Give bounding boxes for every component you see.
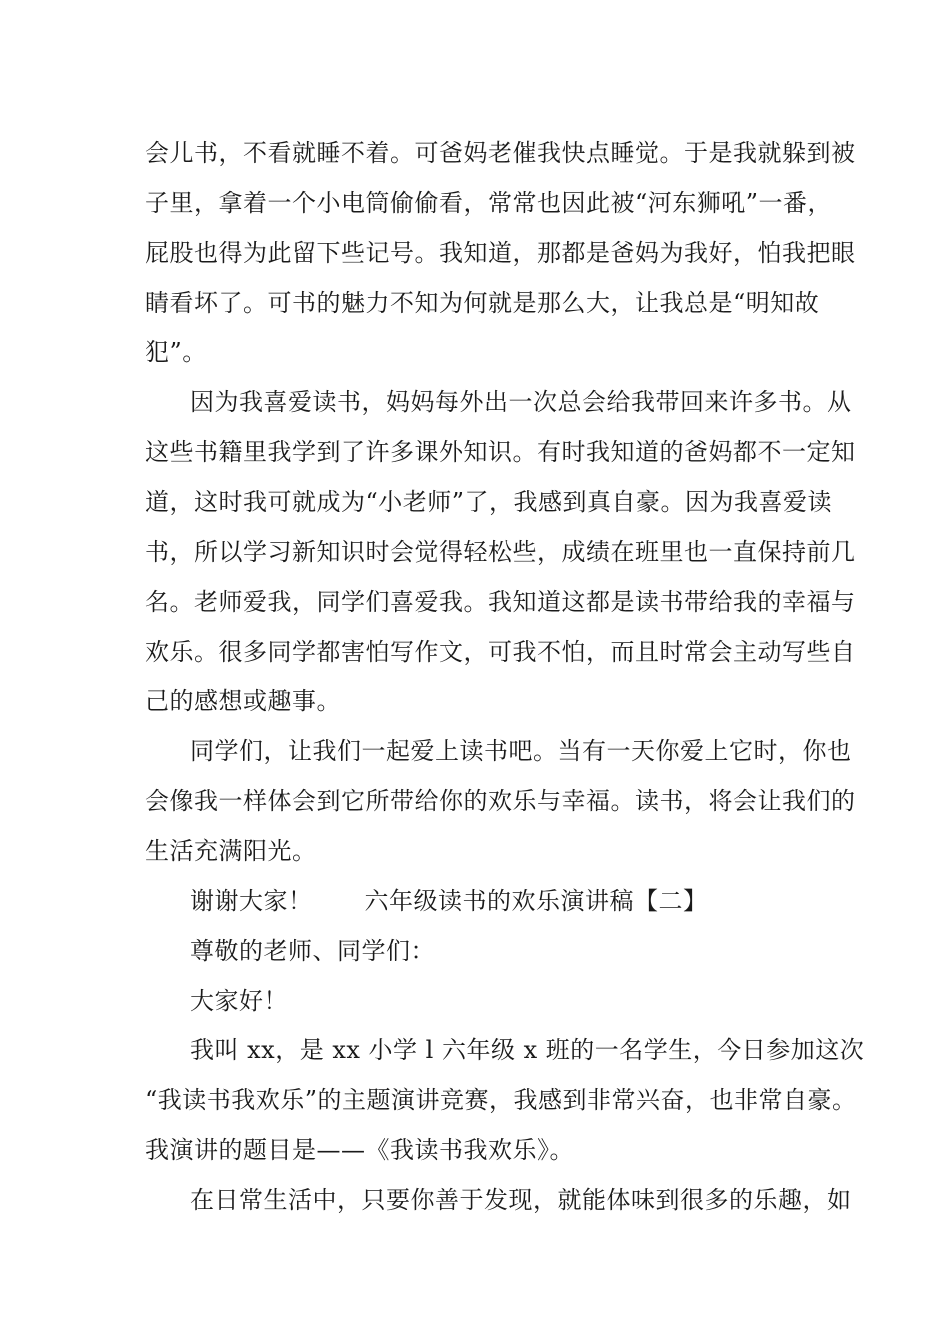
text-line: 这些书籍里我学到了许多课外知识。有时我知道的爸妈都不一定知 [145,438,856,466]
text-line: 欢乐。很多同学都害怕写作文，可我不怕，而且时常会主动写些自 [145,638,856,666]
text-line: 名。老师爱我，同学们喜爱我。我知道这都是读书带给我的幸福与 [145,588,856,616]
paragraph-first-line: 因为我喜爱读书，妈妈每外出一次总会给我带回来许多书。从 [190,388,852,416]
text-line: “我读书我欢乐”的主题演讲竞赛，我感到非常兴奋，也非常自豪。 [145,1086,857,1114]
text-line: 屁股也得为此留下些记号。我知道，那都是爸妈为我好，怕我把眼 [145,239,856,267]
text-line: 书，所以学习新知识时会觉得轻松些，成绩在班里也一直保持前几 [145,538,856,566]
text-line: 睛看坏了。可书的魅力不知为何就是那么大，让我总是“明知故 [145,289,820,317]
paragraph-first-line: 在日常生活中，只要你善于发现，就能体味到很多的乐趣，如 [190,1186,852,1214]
text-line: 我演讲的题目是——《我读书我欢乐》。 [145,1136,574,1164]
text-line: 犯”。 [145,338,207,366]
text-line: 己的感想或趣事。 [145,687,341,715]
salutation: 尊敬的老师、同学们： [190,937,435,965]
text-line: 会儿书，不看就睡不着。可爸妈老催我快点睡觉。于是我就躲到被 [145,139,856,167]
greeting: 大家好！ [190,987,288,1015]
text-line: 道，这时我可就成为“小老师”了，我感到真自豪。因为我喜爱读 [145,488,833,516]
closing-thanks: 谢谢大家！ [190,887,313,915]
paragraph-first-line: 同学们，让我们一起爱上读书吧。当有一天你爱上它时，你也 [190,737,852,765]
text-line: 会像我一样体会到它所带给你的欢乐与幸福。读书，将会让我们的 [145,787,856,815]
section-heading: 六年级读书的欢乐演讲稿【二】 [364,887,708,915]
paragraph-first-line: 我叫 xx，是 xx 小学 l 六年级 x 班的一名学生，今日参加这次 [190,1036,865,1064]
closing-and-heading-line [190,885,708,917]
text-line: 生活充满阳光。 [145,837,317,865]
text-line: 子里，拿着一个小电筒偷偷看，常常也因此被“河东狮吼”一番， [145,189,833,217]
